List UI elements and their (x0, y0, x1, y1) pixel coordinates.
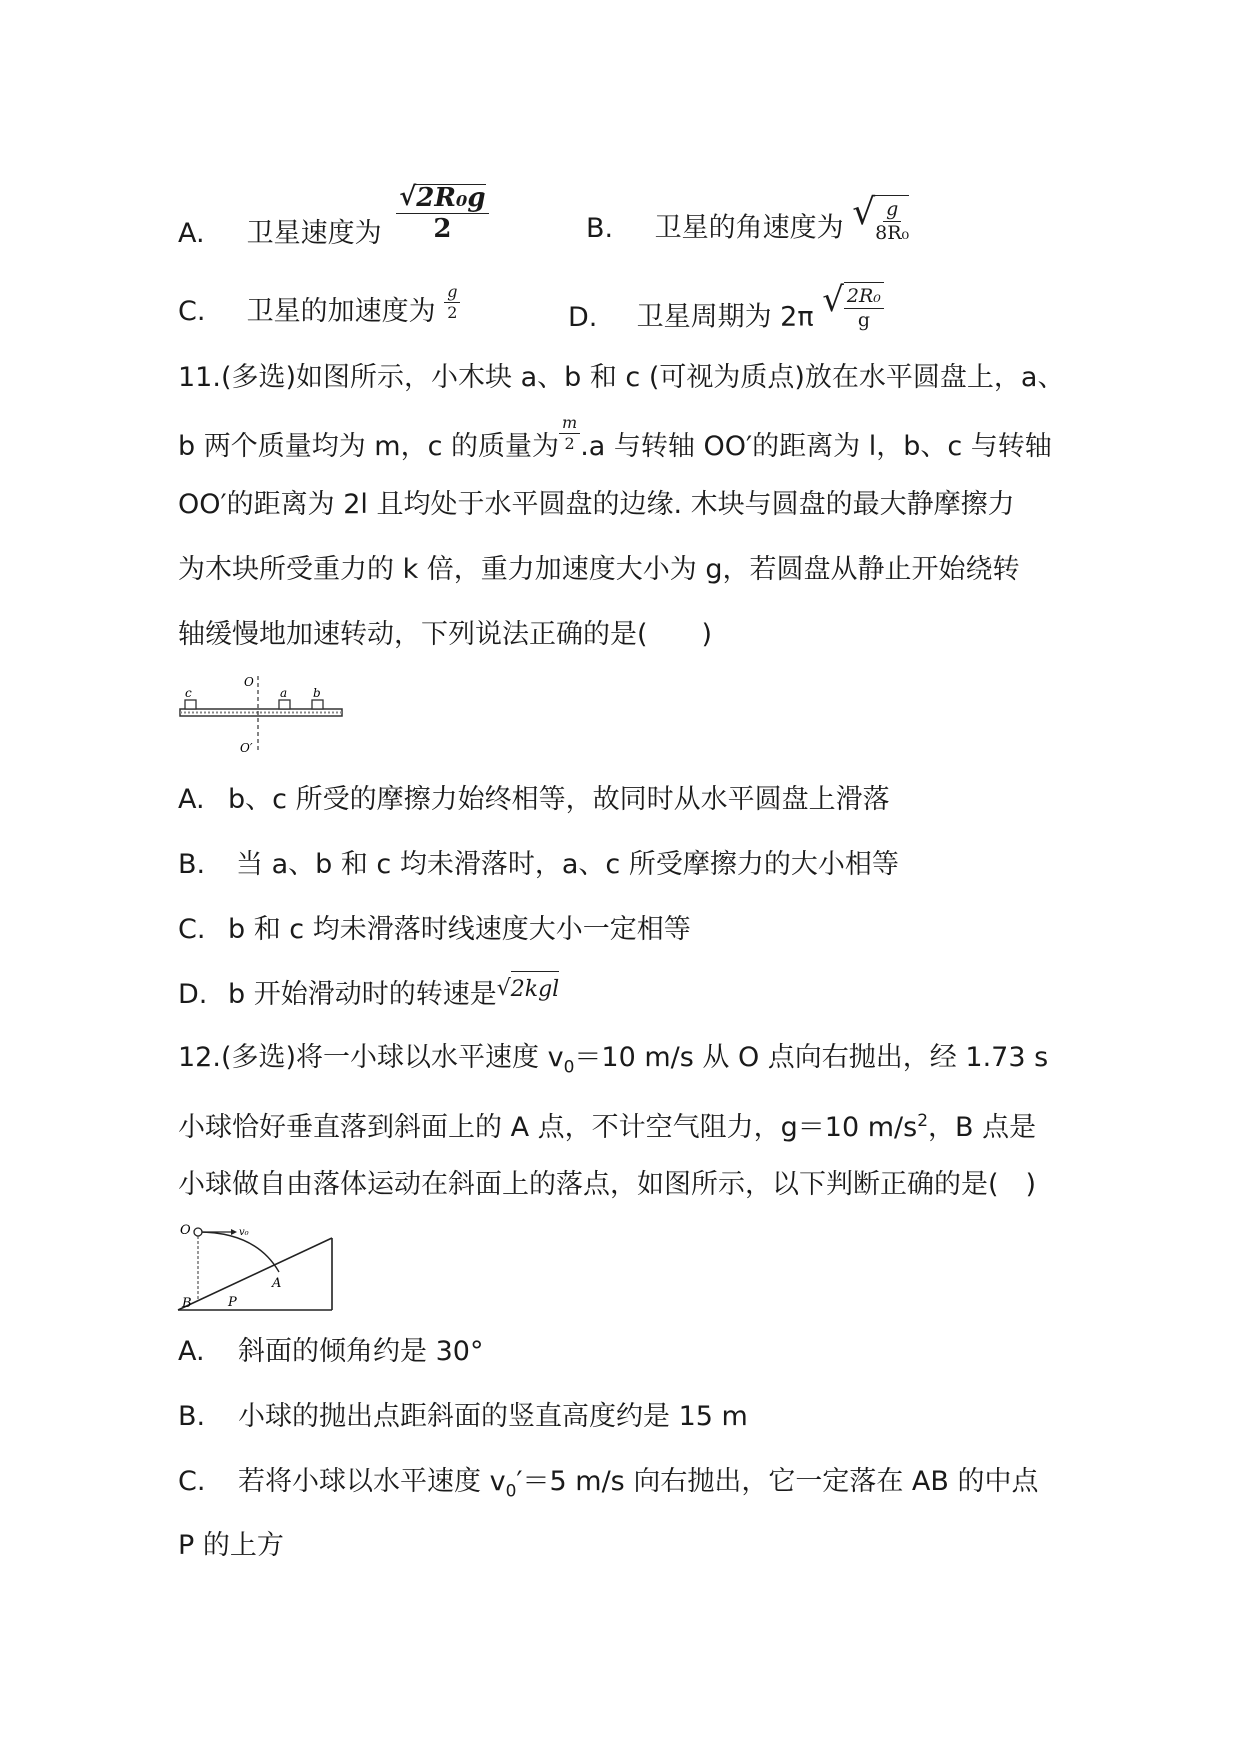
q12-line-2 (178, 1103, 1036, 1146)
option-label: A. (178, 217, 205, 249)
text-segment: 若将小球以水平速度 v (238, 1466, 506, 1497)
text-segment: 小球恰好垂直落到斜面上的 A 点，不计空气阻力，g＝10 m/s (178, 1112, 918, 1143)
text-segment: 12.(多选)将一小球以水平速度 v (178, 1042, 564, 1073)
formula-numerator: 2R₀g (416, 182, 486, 213)
q11-option-a (178, 782, 890, 818)
option-text: 卫星速度为 (246, 217, 382, 249)
label-p: P (228, 1295, 237, 1310)
label-b: b (313, 686, 321, 700)
block-c (185, 700, 196, 709)
label-b: B (182, 1296, 192, 1311)
label-a: a (280, 686, 288, 700)
q12-option-c-continued: P 的上方 (178, 1530, 284, 1561)
q10-option-c (178, 282, 460, 331)
trajectory-curve (198, 1232, 279, 1272)
option-text: 小球的抛出点距斜面的竖直高度约是 15 m (238, 1401, 748, 1432)
formula-numerator: g (883, 200, 901, 222)
formula-denominator: 8R₀ (875, 222, 910, 244)
option-label: C. (178, 914, 206, 945)
ball (194, 1228, 202, 1236)
label-o-prime: O′ (240, 741, 253, 755)
option-text: b 和 c 均未滑落时线速度大小一定相等 (228, 914, 691, 945)
formula-denominator: 2 (564, 434, 575, 453)
text-segment: .a 与转轴 OO′的距离为 l，b、c 与转轴 (580, 431, 1052, 462)
option-label: D. (568, 301, 598, 333)
option-text: b 开始滑动时的转速是 (228, 979, 497, 1010)
q12-line-1 (178, 1040, 1048, 1085)
q10-option-b (586, 192, 910, 253)
formula-numerator: 2R₀ (844, 287, 884, 309)
text-segment: b 两个质量均为 m，c 的质量为 (178, 431, 560, 462)
option-label: B. (178, 849, 206, 880)
option-text: 斜面的倾角约是 30° (238, 1336, 484, 1367)
label-c: c (185, 686, 192, 700)
option-label: A. (178, 784, 205, 815)
option-label: C. (178, 296, 206, 327)
formula-denominator: 2 (447, 303, 458, 322)
option-label: B. (178, 1401, 206, 1432)
q11-option-d (178, 977, 559, 1014)
formula-radicand: 2kgl (511, 971, 559, 1008)
q12-line-3: 小球做自由落体运动在斜面上的落点，如图所示，以下判断正确的是( ) (178, 1169, 1037, 1200)
text-segment: ′＝5 m/s 向右抛出，它一定落在 AB 的中点 (516, 1466, 1039, 1497)
q12-option-c (178, 1464, 1039, 1509)
option-label: A. (178, 1336, 205, 1367)
q12-incline-figure (176, 1218, 338, 1314)
sqrt-formula: √ $\frac{g}{\text{8R₀}}$ (852, 192, 910, 244)
q11-line-4: 为木块所受重力的 k 倍，重力加速度大小为 g，若圆盘从静止开始绕转 (178, 554, 1020, 585)
q11-line-5: 轴缓慢地加速转动，下列说法正确的是( ) (178, 619, 713, 650)
label-o: O (180, 1223, 191, 1238)
option-text: b、c 所受的摩擦力始终相等，故同时从水平圆盘上滑落 (228, 784, 890, 815)
block-b (312, 700, 323, 709)
text-segment: ，B 点是 (928, 1112, 1037, 1143)
formula-numerator: g (444, 284, 460, 303)
fraction-formula (559, 415, 580, 452)
option-label: D. (178, 979, 208, 1010)
incline-line (178, 1238, 332, 1310)
subscript: 0 (505, 1481, 517, 1502)
option-text: 卫星的加速度为 (246, 296, 436, 327)
fraction-formula (444, 284, 460, 321)
formula-denominator: 2 (433, 213, 452, 244)
label-a: A (272, 1276, 282, 1291)
formula-numerator: m (559, 415, 580, 434)
text-segment: ＝10 m/s 从 O 点向右抛出，经 1.73 s (574, 1042, 1049, 1073)
velocity-arrow (231, 1229, 237, 1235)
subscript: 0 (563, 1057, 575, 1078)
q10-option-d (568, 280, 884, 342)
sqrt-formula: √ $\frac{\text{2R₀}}{g}$ (822, 282, 884, 330)
q10-option-a (178, 181, 489, 264)
label-v0: v₀ (239, 1227, 249, 1238)
option-label: B. (586, 212, 614, 244)
formula-denominator: g (857, 309, 870, 331)
q11-disk-figure (172, 672, 352, 760)
fraction-formula: √ 2R₀g 2 (396, 183, 488, 242)
q12-option-b (178, 1399, 748, 1435)
q12-option-a (178, 1334, 483, 1370)
option-text: 当 a、b 和 c 均未滑落时，a、c 所受摩擦力的大小相等 (236, 849, 899, 880)
option-label: C. (178, 1466, 206, 1497)
q11-line-2 (178, 413, 1052, 466)
superscript: 2 (917, 1111, 929, 1131)
q11-line-1: 11.(多选)如图所示，小木块 a、b 和 c (可视为质点)放在水平圆盘上，a、 (178, 362, 1065, 393)
sqrt-formula: √ 2kgl (497, 971, 559, 1008)
option-text: 卫星周期为 2π (636, 301, 814, 333)
option-text: 卫星的角速度为 (654, 212, 844, 244)
label-o: O (244, 675, 254, 689)
q11-line-3: OO′的距离为 2l 且均处于水平圆盘的边缘. 木块与圆盘的最大静摩擦力 (178, 489, 1015, 520)
q11-option-c (178, 912, 691, 948)
block-a (279, 700, 290, 709)
q11-option-b (178, 847, 899, 883)
